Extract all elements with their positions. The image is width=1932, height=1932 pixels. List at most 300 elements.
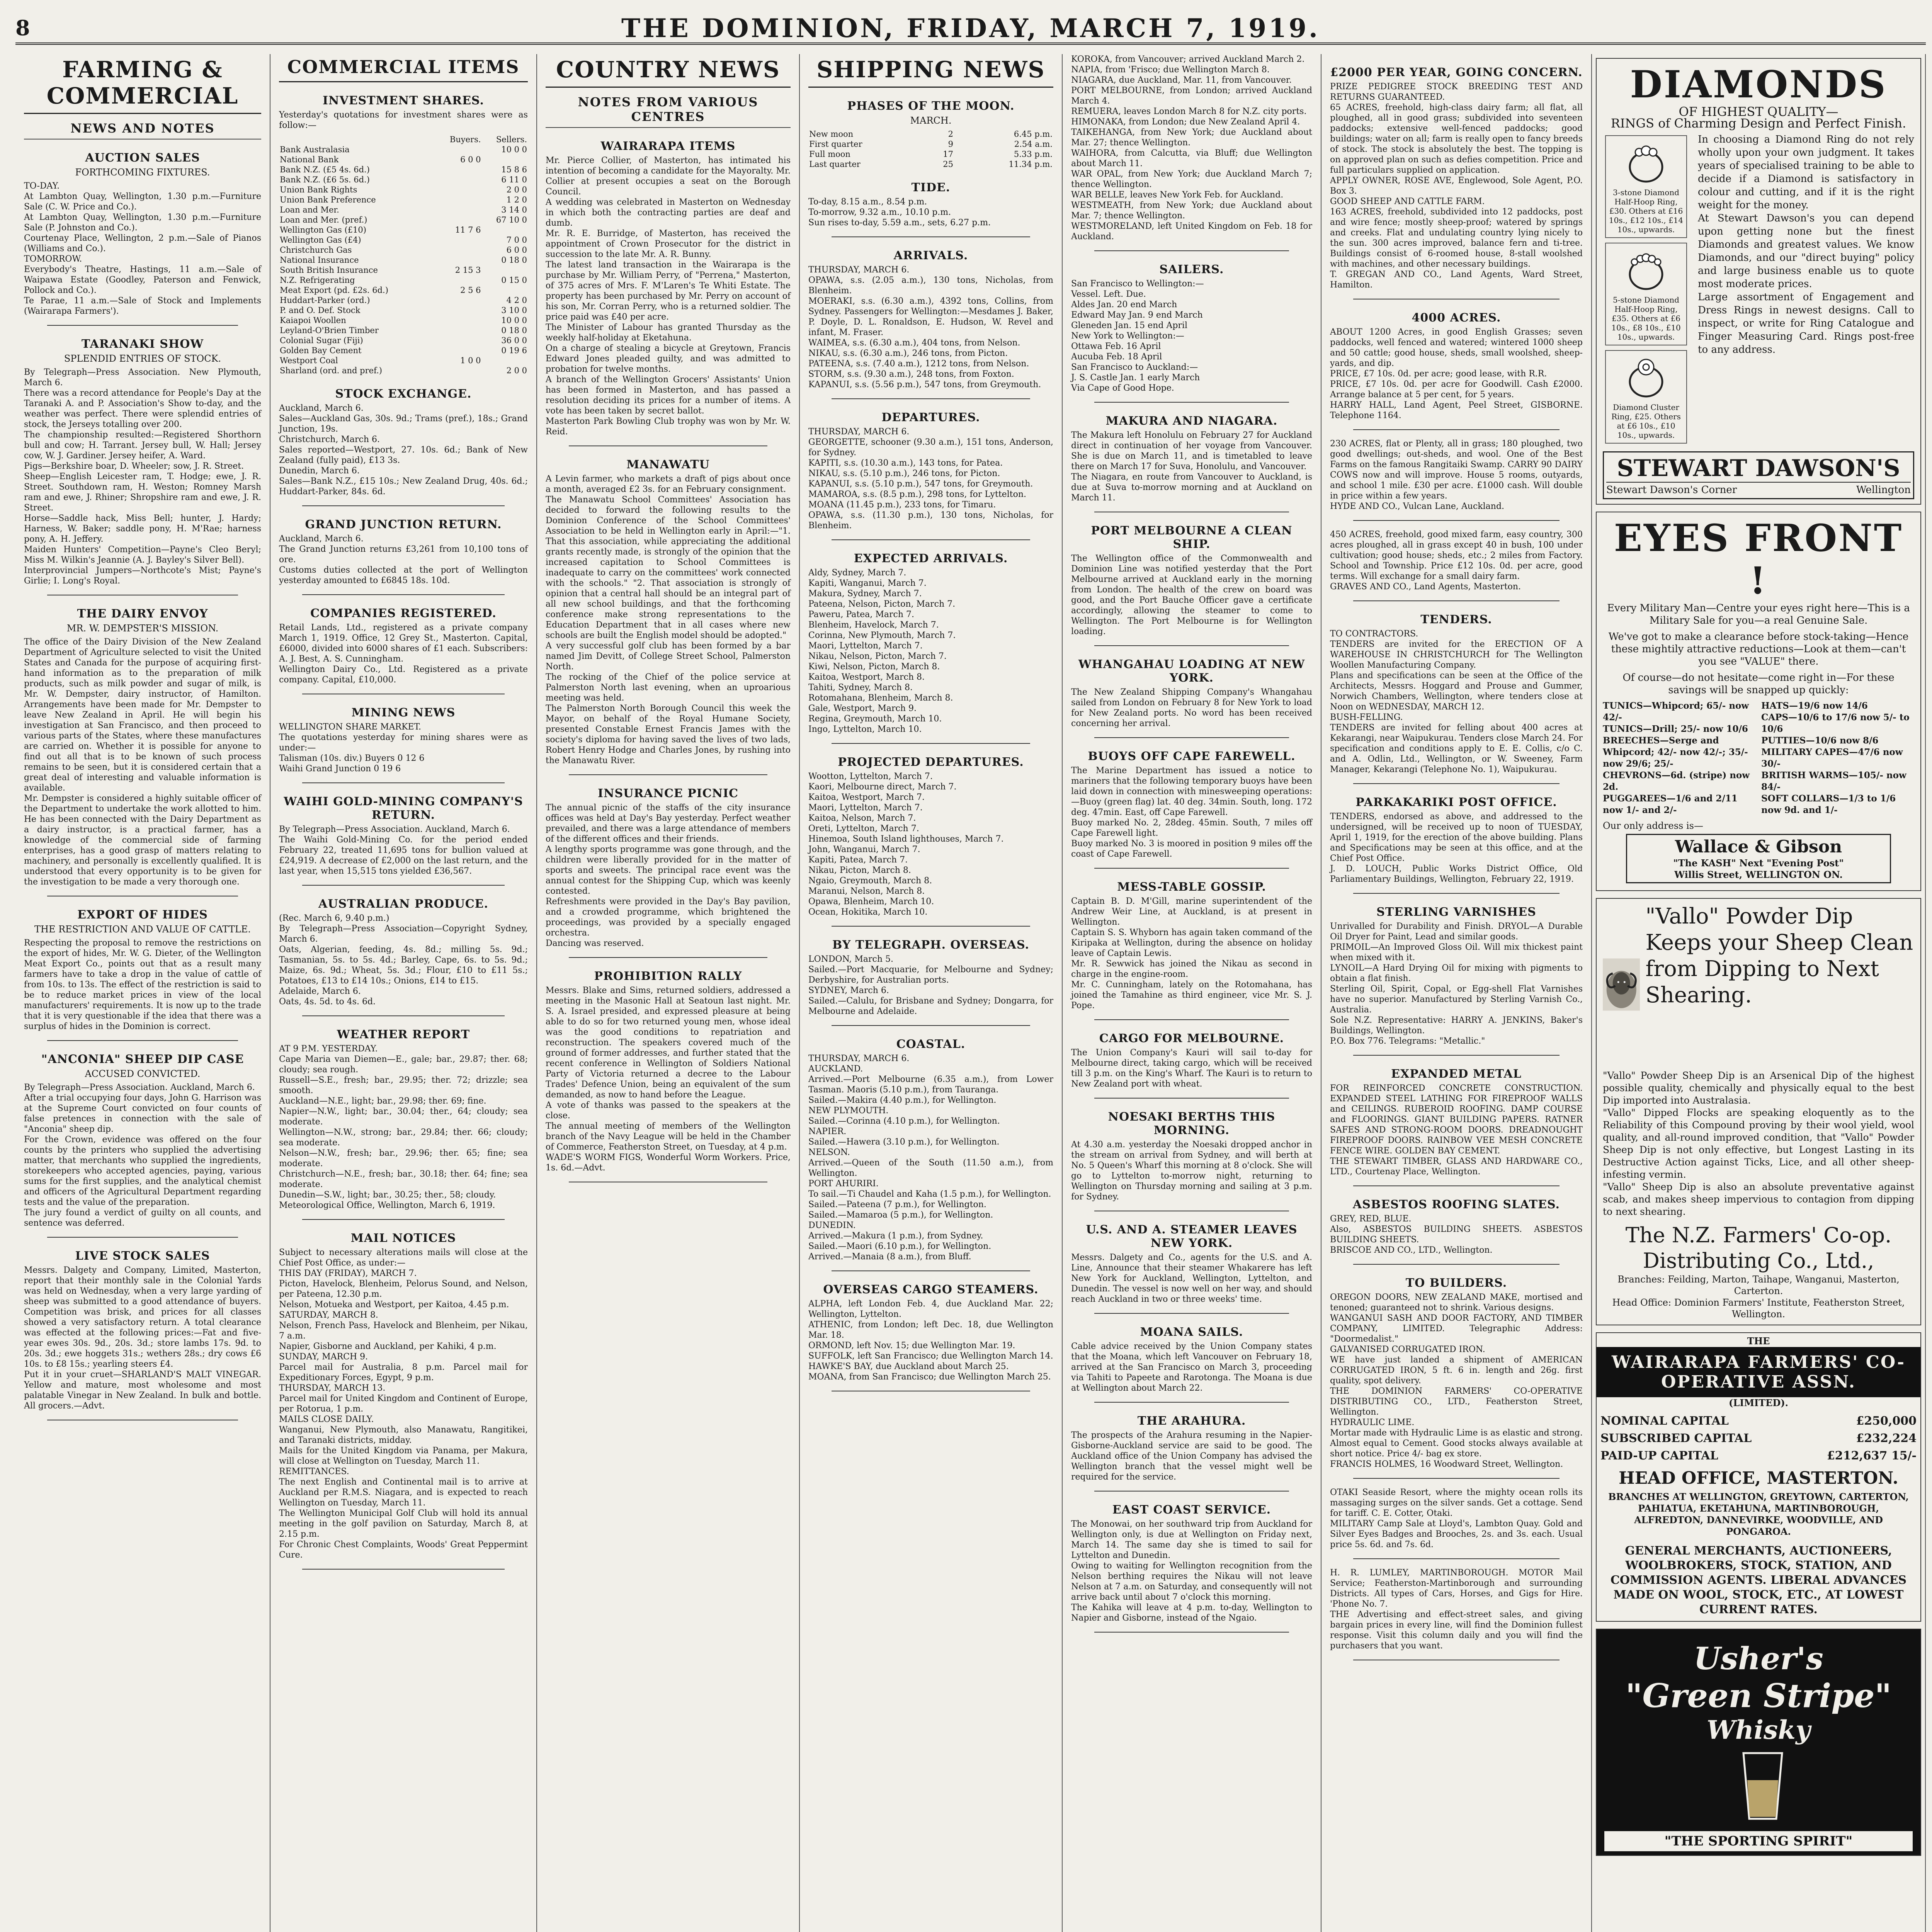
ring-item <box>1605 243 1687 345</box>
price-item: HATS—19/6 now 14/6 <box>1761 701 1868 711</box>
company-name: The N.Z. Farmers' Co-op. Distributing Co., Ltd., <box>1625 1223 1892 1273</box>
article-title: COASTAL. <box>896 1037 966 1051</box>
table-cell: First quarter <box>809 139 862 149</box>
table-cell <box>435 275 481 285</box>
divider <box>1353 520 1560 521</box>
article-title: MAKURA AND NIAGARA. <box>1105 414 1278 428</box>
article-text: OREGON DOORS, NEW ZEALAND MAKE, mortised and tenoned; guaranteed not to shrink. Various designs. WANGANUI SASH AND DOOR FACTORY, AND TIMBER COMPANY, LIMITED. Telegraphic Address: "Doormedalist." GALVANISED CORRUGATED IRON. WE have just landed a shipment of AMERICAN CORRUGATED IRON, 5 ft. 6 in. length and 26g. first quality, spot delivery. THE DOMINION FARMERS' CO-OPERATIVE DISTRIBUTING CO., LTD., Featherston Street, Wellington. HYDRAULIC LIME. Mortar made with Hydraulic Lime is as elastic and strong. Almost equal to Cement. Good stocks always available at short notice. Price 4/- bag ex store. FRANCIS HOLMES, 16 Woodward Street, Wellington. <box>1330 1293 1583 1469</box>
table-row <box>279 295 528 305</box>
divider <box>1094 250 1289 251</box>
article-title: WAIRARAPA ITEMS <box>600 139 736 153</box>
price-item: TUNICS—Whipcord; 65/- now 42/- <box>1603 701 1749 723</box>
table-row <box>279 225 528 235</box>
article <box>1071 750 1312 869</box>
article-subtitle: FORTHCOMING FIXTURES. <box>75 167 210 178</box>
table-row <box>279 185 528 195</box>
article-title: AUSTRALIAN PRODUCE. <box>318 897 488 911</box>
article <box>279 795 528 886</box>
article-text: THURSDAY, MARCH 6. OPAWA, s.s. (2.05 a.m.), 130 tons, Nicholas, from Blenheim. MOERAKI, s.s. (6.30 a.m.), 4392 tons, Collins, from Sydney. Passengers for Wellington:—Mesdames J. Baker, P. Doyle, D. L. Ronaldson, E. Hudson, W. Revel and infant, M. Fraser. WAIMEA, s.s. (6.30 a.m.), 404 tons, from Nelson. NIKAU, s.s. (6.30 a.m.), 246 tons, from Picton. PATEENA, s.s. (7.40 a.m.), 1212 tons, from Nelson. STORM, s.s. (9.30 a.m.), 248 tons, from Foxton. KAPANUI, s.s. (5.56 p.m.), 547 tons, from Greymouth. <box>808 265 1053 389</box>
article <box>24 151 261 326</box>
article-text: Respecting the proposal to remove the restrictions on the export of hides, Mr. W. G. Dieter, of the Wellington Meat Export Co., points out that as a result many farmers have to take a drop in the value of cattle of from 10s. to 13s. The effect of the restriction is said to be to reduce market prices in view of the local manufacturers' requirements. It is now up to the trade that it is very questionable if the idea that there was a surplus of hides in the Dominion is correct. <box>24 938 261 1031</box>
table-row <box>808 139 1053 149</box>
article-text: Auckland, March 6. The Grand Junction returns £3,261 from 10,100 tons of ore. Customs duties collected at the port of Wellington yesterday amounted to £6845 18s. 10d. <box>279 534 528 585</box>
divider <box>47 1040 238 1041</box>
article-title: PROJECTED DEPARTURES. <box>838 755 1024 769</box>
newspaper-title: THE DOMINION, FRIDAY, MARCH 7, 1919. <box>621 13 1320 43</box>
price-list-right <box>1761 700 1914 816</box>
article-text: FOR REINFORCED CONCRETE CONSTRUCTION. EXPANDED STEEL LATHING FOR FIREPROOF WALLS and CEILINGS. RUBEROID ROOFING. DAMP COURSE and FLOORINGS. GIANT BUILDING PAPERS. RATNER SAFES AND STRONG-ROOM DOORS. DREADNOUGHT FIREPROOF DOORS. RAINBOW VEE MESH CONCRETE FENCE WIRE. GOLDEN BAY CEMENT. THE STEWART TIMBER, GLASS AND HARDWARE CO., LTD., Courtenay Place, Wellington. <box>1330 1083 1583 1177</box>
services-text: GENERAL MERCHANTS, AUCTIONEERS, WOOLBROKERS, STOCK, STATION, AND COMMISSION AGENTS. LIBERAL ADVANCES MADE ON WOOL, STOCK, ETC., AT LOWEST CURRENT RATES. <box>1610 1544 1907 1616</box>
table-cell: Wellington Gas (£10) <box>280 225 366 235</box>
article-text: A Levin farmer, who markets a draft of pigs about once a month, averaged £2 3s. for an February consignment. The Manawatu School Committees' Association has decided to forward the following results to the Dominion Conference of the School Committees' Association to be held in Wellington early in April:—"1. That this association, while appreciating the additional grants recently made, is strongly of the opinion that the increased capitation to School Committees is inadequate to carry on the committees' work connected with the schools." "2. That association is strongly of opinion that a central hall should be an integral part of all new school buildings, and that the forthcoming conference make strong representations to the Education Department that in all cases where new schools are built the English model should be adopted." A very successful golf club has been formed by a bar named Jim Devitt, of College Street School, Palmerston North. The rocking of the Chief of the police service at Palmerston North last evening, when an uproarious meeting was held. The Palmerston North Borough Council this week the Mayor, on behalf of the Royal Humane Society, presented Constable Ernest Francis James with the society's diploma for having saved the lives of two lads, Robert Henry Hodge and Charles Jones, by rushing into the Manawatu River. <box>546 474 791 765</box>
article <box>1071 658 1312 738</box>
article-text: Mr. Pierce Collier, of Masterton, has intimated his intention of becoming a candidate for the Mayoralty. Mr. Collier at present occupies a seat on the Borough Council. A wedding was celebrated in Masterton on Wednesday in which both the contracting parties are deaf and dumb. Mr. R. E. Burridge, of Masterton, has received the appointment of Crown Prosecutor for the district in succession to the late Mr. A. R. Bunny. The latest land transaction in the Wairarapa is the purchase by Mr. William Perry, of "Perrena," Masterton, of 375 acres of Mrs. F. M'Laren's Te Whiti Estate. The property has been purchased by Mr. Perry on account of his son, Mr. Corran Perry, who is a returned soldier. The price paid was £40 per acre. The Minister of Labour has granted Thursday as the weekly half-holiday at Eketahuna. On a charge of stealing a bicycle at Greytown, Francis Edward Jones pleaded guilty, and was admitted to probation for twelve months. A branch of the Wellington Grocers' Assistants' Union has been formed in Masterton, and has passed a resolution deciding its prices for a number of items. A vote has been taken by secret ballot. Masterton Park Bowling Club trophy was won by Mr. W. Reid. <box>546 156 791 437</box>
table-cell <box>435 205 481 215</box>
article-text: The Wellington office of the Commonwealth and Dominion Line was notified yesterday that the Port Melbourne arrived at Auckland early in the morning from London. The health of the crew on board was good, and the Port Bauche Officer gave a certificate accordingly, allowing the steamer to come to Wellington. The Port Melbourne is for Wellington loading. <box>1071 554 1312 636</box>
article-list <box>546 139 791 1182</box>
article-text: The prospects of the Arahura resuming in the Napier-Gisborne-Auckland service are said to be good. The Auckland office of the Union Company has advised the Wellington branch that the vessel might well be required for the service. <box>1071 1430 1312 1482</box>
article <box>24 337 261 595</box>
table-cell: 25 <box>943 160 953 169</box>
article <box>808 1283 1053 1391</box>
column-farming <box>15 54 270 1932</box>
article-text: TENDERS, endorsed as above, and addressed to the undersigned, will be received up to noon of TUESDAY, April 1, 1919, for the erection of the above building. Plans and Specifications may be seen at this office, and at the Chief Post Office. J. D. LOUCH, Public Works District Office, Old Parliamentary Buildings, Wellington, February 22, 1919. <box>1330 812 1583 884</box>
table-cell: PAID-UP CAPITAL <box>1600 1449 1718 1463</box>
article-text: Auckland, March 6. Sales—Auckland Gas, 30s. 9d.; Trams (pref.), 18s.; Grand Junction, 19s. Christchurch, March 6. Sales reported—Westport, 27. 10s. 6d.; Bank of New Zealand (fully paid), £13 3s. Dunedin, March 6. Sales—Bank N.Z., £15 10s.; New Zealand Drug, 40s. 6d.; Huddart-Parker, 84s. 6d. <box>279 403 528 497</box>
table-cell: Golden Bay Cement <box>280 346 362 355</box>
table-cell: 17 <box>943 150 953 159</box>
article-title: NOESAKI BERTHS THIS MORNING. <box>1108 1110 1276 1137</box>
divider <box>1353 1264 1560 1265</box>
diamond-ring-icon <box>1623 247 1669 293</box>
table-row <box>279 285 528 295</box>
table-row <box>279 315 528 325</box>
table-cell: 0 15 0 <box>501 276 527 285</box>
divider <box>302 782 505 783</box>
ad-body-text: We've got to make a clearance before stock-taking—Hence these mightily attractive reductions—Look at them—can't you see "VALUE" there. <box>1608 631 1909 667</box>
article-text: Messrs. Dalgety and Company, Limited, Masterton, report that their monthly sale in the Colonial Yards was held on Wednesday, when a very large yarding of sheep was submitted to a good attendance of buyers. Competition was brisk, and prices for all classes showed a very satisfactory return. A total clearance was effected at the following prices:—Fat and five-year ewes 30s. 9d., 20s. 3d.; store lambs 17s. 9d. to 20s. 3d.; ewe hoggets 31s.; wethers 28s.; dry cows £6 10s. to £8 15s.; yearling steers £4. Put it in your cruet—SHARLAND'S MALT VINEGAR. Yellow and mature, most wholesome and most palatable Vinegar in New Zealand. In bulk and bottle. All grocers.—Advt. <box>24 1265 261 1411</box>
article-title: WAIHI GOLD-MINING COMPANY'S RETURN. <box>284 795 523 822</box>
divider <box>1094 1019 1289 1020</box>
column-country-news <box>537 54 800 1932</box>
table-row <box>279 305 528 315</box>
article <box>1330 613 1583 784</box>
article <box>808 755 1053 927</box>
table-cell: 6 11 0 <box>501 175 527 184</box>
article-title: ASBESTOS ROOFING SLATES. <box>1352 1198 1560 1211</box>
column-advertisements <box>1592 54 1926 1932</box>
divider <box>1094 1313 1289 1314</box>
divider <box>832 398 1030 399</box>
section-subheading: NOTES FROM VARIOUS CENTRES <box>546 92 791 128</box>
article <box>1330 529 1583 601</box>
ring-caption: Diamond Cluster Ring, £25. Others at £6 10s., £10 10s., upwards. <box>1611 403 1681 440</box>
diamonds-advertisement <box>1596 58 1921 505</box>
article-text: 450 ACRES, freehold, good mixed farm, easy country, 300 acres ploughed, all in grass except 40 in bush, 100 under cultivation; good house; sheds, etc.; 2 miles from Factory. School and Township. Price £12 10s. 0d. per acre, good terms. Will exchange for a small dairy farm. GRAVES AND CO., Land Agents, Masterton. <box>1330 530 1583 592</box>
ad-the: THE <box>1747 1335 1770 1347</box>
article <box>1071 524 1312 646</box>
table-cell <box>435 165 481 175</box>
article-title: DEPARTURES. <box>881 411 980 424</box>
table-cell <box>435 245 481 255</box>
article-text: Retail Lands, Ltd., registered as a private company March 1, 1919. Office, 12 Grey St., Masterton. Capital, £6000, divided into 6000 shares of £1 each. Subscribers: A. J. Best, A. S. Cunningham. Wellington Dairy Co., Ltd. Registered as a private company. Capital, £10,000. <box>279 623 528 685</box>
divider <box>1353 783 1560 784</box>
divider <box>832 1025 1030 1026</box>
table-row <box>279 265 528 275</box>
price-item: SOFT COLLARS—1/3 to 1/6 now 9d. and 1/- <box>1761 793 1896 815</box>
article-text: Subject to necessary alterations mails will close at the Chief Post Office, as under:— THIS DAY (FRIDAY), MARCH 7. Picton, Havelock, Blenheim, Pelorus Sound, and Nelson, per Pateena, 12.30 p.m. Nelson, Motueka and Westport, per Kaitoa, 4.45 p.m. SATURDAY, MARCH 8. Nelson, French Pass, Havelock and Blenheim, per Nikau, 7 a.m. Napier, Gisborne and Auckland, per Kahiki, 4 p.m. SUNDAY, MARCH 9. Parcel mail for Australia, 8 p.m. Parcel mail for Expeditionary Forces, Egypt, 9 p.m. THURSDAY, MARCH 13. Parcel mail for United Kingdom and Continent of Europe, per Rotorua, 1 p.m. MAILS CLOSE DAILY. Wanganui, New Plymouth, also Manawatu, Rangitikei, and Taranaki districts, midday. Mails for the United Kingdom via Panama, per Makura, will close at Wellington on Tuesday, March 11. REMITTANCES. The next English and Continental mail is to arrive at Auckland per R.M.S. Niagara, and is expected to reach Wellington on Tuesday, March 11. The Wellington Municipal Golf Club will hold its annual meeting in the golf pavilion on Saturday, March 8, at 2.15 p.m. For Chronic Chest Complaints, Woods' Great Peppermint Cure. <box>279 1248 528 1560</box>
ring-caption: 3-stone Diamond Half-Hoop Ring, £30. Others at £16 10s., £12 10s., £14 10s., upwards. <box>1609 188 1684 234</box>
shop-box <box>1626 834 1891 883</box>
article <box>1071 414 1312 512</box>
divider <box>1094 402 1289 403</box>
table-cell <box>482 225 528 235</box>
article-title: TIDE. <box>911 181 951 194</box>
article <box>1071 880 1312 1020</box>
article-subtitle: MARCH. <box>910 115 952 126</box>
ad-tagline: RINGS of Charming Design and Perfect Finish. <box>1611 116 1906 131</box>
article-title: £2000 PER YEAR, GOING CONCERN. <box>1330 66 1583 79</box>
article-text: AT 9 P.M. YESTERDAY. Cape Maria van Diemen—E., gale; bar., 29.87; ther. 68; cloudy; sea rough. Russell—S.E., fresh; bar., 29.95; ther. 72; drizzle; sea smooth. Auckland—N.E., light; bar., 29.98; ther. 69; fine. Napier—N.W., light; bar., 30.04; ther., 64; cloudy; sea moderate. Wellington—N.W., strong; bar., 29.84; ther. 66; cloudy; sea moderate. Nelson—N.W., fresh; bar., 29.96; ther. 65; fine; sea moderate. Christchurch—N.E., fresh; bar., 30.18; ther. 64; fine; sea moderate. Dunedin—S.W., light; bar., 30.25; ther., 58; cloudy. Meteorological Office, Wellington, March 6, 1919. <box>279 1044 528 1210</box>
brand-address: Stewart Dawson's Corner <box>1606 484 1737 496</box>
article <box>279 387 528 506</box>
table-cell: 0 18 0 <box>501 326 527 335</box>
table-cell: 10 0 0 <box>501 316 527 325</box>
article-title: WEATHER REPORT <box>337 1028 470 1041</box>
article-text: By Telegraph—Press Association. New Plymouth, March 6. There was a record attendance for People's Day at the Taranaki A. and P. Association's Show to-day, and the weather was perfect. There were splendid entries of stock, the Jerseys totalling over 200. The championship resulted:—Registered Shorthorn bull and cow; H. Tarrant. Jersey bull, W. Hall; Jersey cow, W. J. Gardiner. Jersey heifer, A. Ward. Pigs—Berkshire boar, D. Wheeler; sow, J. R. Street. Sheep—English Leicester ram, T. Hodge; ewe, J. R. Street. Southdown ram, H. Weston; Romney Marsh ram and ewe, J. Rhiner; Shropshire ram and ewe, J. R. Street. Horse—Saddle hack, Miss Bell; hunter, J. Hardy; Harness, W. Baker; saddle pony, H. M'Rae; harness pony, A. H. Jeffery. Maiden Hunters' Competition—Payne's Cleo Beryl; Miss M. Wilkin's Jeannie (A. J. Bayley's Silver Bell). Interprovincial Jumpers—Northcote's Mist; Payne's Girlie; I. Long's Royal. <box>24 367 261 586</box>
table-cell: N.Z. Refrigerating <box>280 276 355 285</box>
article-text: H. R. LUMLEY, MARTINBOROUGH. MOTOR Mail Service; Featherston-Martinborough and surrounding Districts. All types of Cars, Horses, and Gigs for Hire. 'Phone No. 7. THE Advertising and effect-street sales, and giving bargain prices in every line, will find the Dominion fullest response. Visit this column daily and you will find the purchasers that you want. <box>1330 1568 1583 1651</box>
table-cell: 3 14 0 <box>501 205 527 214</box>
article <box>1330 905 1583 1056</box>
article-subtitle: MR. W. DEMPSTER'S MISSION. <box>66 623 219 634</box>
divider <box>302 1015 505 1016</box>
divider <box>302 1569 505 1570</box>
article-text: GREY, RED, BLUE. Also, ASBESTOS BUILDING SHEETS. ASBESTOS BUILDING SHEETS. BRISCOE AND CO., LTD., Wellington. <box>1330 1214 1583 1255</box>
table-cell: Leyland-O'Brien Timber <box>280 326 379 335</box>
article <box>546 969 791 1182</box>
section-heading: FARMING & COMMERCIAL <box>24 54 261 114</box>
table-row <box>279 165 528 175</box>
article-title: 4000 ACRES. <box>1412 311 1501 325</box>
article-text: By Telegraph—Press Association. Auckland, March 6. After a trial occupying four days, John G. Harrison was at the Supreme Court convicted on four counts of false pretences in connection with the sale of "Anconia" sheep dip. For the Crown, evidence was offered on the four counts by the printers who supplied the advertising matter, that merchants who supplied the ingredients, storekeepers who accepted agencies, paying, various sums for the first supplies, and the analytical chemist and officers of the Agricultural Department regarding tests and the value of the preparation. The jury found a verdict of guilty on all counts, and sentence was deferred. <box>24 1083 261 1228</box>
article-subtitle: THE RESTRICTION AND VALUE OF CATTLE. <box>34 924 251 935</box>
article-title: THE ARAHURA. <box>1137 1414 1246 1428</box>
ad-limited: (LIMITED). <box>1729 1397 1788 1408</box>
table-cell <box>482 355 528 366</box>
product-kind: Whisky <box>1706 1715 1811 1745</box>
table-row <box>279 335 528 345</box>
article-title: GRAND JUNCTION RETURN. <box>305 518 502 531</box>
table-cell <box>435 295 481 305</box>
ad-body-text: "Vallo" Powder Sheep Dip is an Arsenical Dip of the highest possible quality, chemically and physically equal to the best Dip imported into Australasia. "Vallo" Dipped Flocks are speaking eloquently as to the Reliability of this Compound proving by their wool yield, wool quality, and all-round improved condition, that "Vallo" Powder Sheep Dip is not only effective, but Longest Lasting in its Destructive Action against Ticks, Lice, and all other sheep-infesting vermin. "Vallo" Sheep Dip is also an absolute preventative against scab, and makes sheep impervious to contagion from dipping to next shearing. <box>1603 1070 1914 1217</box>
table-cell <box>435 175 481 185</box>
table-header-row <box>279 134 528 145</box>
article-text: The Marine Department has issued a notice to mariners that the following temporary buoys have been laid down in connection with minesweeping operations:—Buoy (green flag) lat. 40 deg. 34min. South, long. 172 deg. 47min. East, off Cape Farewell. Buoy marked No. 2, 28deg. 45min. South, 7 miles off Cape Farewell light. Buoy marked No. 3 is moored in position 9 miles off the coast of Cape Farewell. <box>1071 766 1313 859</box>
table-row <box>279 195 528 205</box>
table-row <box>279 205 528 215</box>
article-text: THURSDAY, MARCH 6. GEORGETTE, schooner (9.30 a.m.), 151 tons, Anderson, for Sydney. KAPITI, s.s. (10.30 a.m.), 143 tons, for Patea. NIKAU, s.s. (5.10 p.m.), 246 tons, for Picton. KAPANUI, s.s. (5.10 p.m.), 547 tons, for Greymouth. MAMAROA, s.s. (8.5 p.m.), 298 tons, for Lyttelton. MOANA (11.45 p.m.), 233 tons, for Timaru. OPAWA, s.s. (11.30 p.m.), 130 tons, Nicholas, for Blenheim. <box>808 427 1053 531</box>
table-cell: Union Bank Preference <box>280 195 376 204</box>
table-cell: Bank N.Z. (£6 5s. 6d.) <box>280 175 370 184</box>
table-header: Sellers. <box>496 135 527 144</box>
table-cell: 4 2 0 <box>506 296 527 305</box>
article-text: The New Zealand Shipping Company's Whangahau sailed from London on February 8 for New York to load for New Zealand ports. No word has been received concerning her arrival. <box>1071 687 1312 728</box>
article <box>1330 1067 1583 1186</box>
table-cell: 2 5 6 <box>460 286 481 295</box>
divider <box>832 539 1030 540</box>
column-classifieds <box>1321 54 1592 1932</box>
article-title: ARRIVALS. <box>893 249 968 262</box>
table-cell: NOMINAL CAPITAL <box>1600 1414 1729 1428</box>
article-text: ALPHA, left London Feb. 4, due Auckland Mar. 22; Wellington, Lyttelton. ATHENIC, from London; left Dec. 18, due Wellington Mar. 18. ORMOND, left Nov. 15; due Wellington Mar. 19. SUFFOLK, left San Francisco; due Wellington March 14. HAWKE'S BAY, due Auckland about March 25. MOANA, from San Francisco; due Wellington March 25. <box>808 1299 1053 1382</box>
article-title: PORT MELBOURNE A CLEAN SHIP. <box>1091 524 1293 551</box>
article <box>546 787 791 958</box>
table-cell <box>435 255 481 265</box>
article <box>1071 1414 1312 1492</box>
article-text: San Francisco to Wellington:— Vessel. Left. Due. Aldes Jan. 20 end March Edward May Jan. 9 end March Gleneden Jan. 15 end April New York to Wellington:— Ottawa Feb. 16 April Aucuba Feb. 18 April San Francisco to Auckland:— J. S. Castle Jan. 1 early March Via Cape of Good Hope. <box>1071 279 1204 393</box>
shop-tagline: "The KASH" Next "Evening Post" <box>1673 857 1844 869</box>
divider <box>1094 737 1289 738</box>
divider <box>302 1219 505 1220</box>
divider <box>1094 1491 1289 1492</box>
table-row <box>1597 1413 1920 1429</box>
article <box>1330 311 1583 430</box>
table-cell: 3 10 0 <box>501 306 527 315</box>
table-cell: Meat Export (pd. £2s. 6d.) <box>280 286 388 295</box>
article-title: AUCTION SALES <box>85 151 200 165</box>
table-row <box>279 275 528 285</box>
article-text: Aldy, Sydney, March 7. Kapiti, Wanganui, March 7. Makura, Sydney, March 7. Pateena, Nelson, Picton, March 7. Paweru, Patea, March 7. Blenheim, Havelock, March 7. Corinna, New Plymouth, March 7. Maori, Lyttelton, March 7. Nikau, Nelson, Picton, March 7. Kiwi, Nelson, Picton, March 8. Kaitoa, Westport, March 8. Tahiti, Sydney, March 8. Rotomahana, Blenheim, March 8. Gale, Westport, March 9. Regina, Greymouth, March 10. Ingo, Lyttelton, March 10. <box>808 568 956 734</box>
divider <box>1353 893 1560 894</box>
table-cell <box>482 285 528 295</box>
article <box>279 1028 528 1220</box>
article-list <box>279 387 528 1570</box>
article <box>1071 1032 1312 1099</box>
table-cell <box>482 265 528 275</box>
divider <box>1353 1185 1560 1186</box>
table-cell: Full moon <box>809 150 850 159</box>
article <box>279 607 528 694</box>
divider <box>1094 1098 1289 1099</box>
ad-headline: "Vallo" Powder Dip Keeps your Sheep Clean from Dipping to Next Shearing. <box>1645 904 1913 1008</box>
ad-headline: DIAMONDS <box>1630 63 1887 106</box>
table-cell: SUBSCRIBED CAPITAL <box>1600 1432 1752 1445</box>
ad-body-text: In choosing a Diamond Ring do not rely wholly upon your own judgment. It takes years of specialised training to be able to decide if a Diamond is satisfactory in colour and cutting, and if it is the right weight for the money. At Stewart Dawson's you can depend upon getting none but the finest Diamonds and greatest values. We know Diamonds, and our "direct buying" policy and large business enable us to quote most moderate prices. Large assortment of Engagement and Dress Rings in newest designs. Call to inspect, or write for Ring Catalogue and Finger Measuring Card. Rings post-free to any address. <box>1698 134 1914 355</box>
divider <box>569 957 767 958</box>
table-cell: 0 19 6 <box>501 346 527 355</box>
divider <box>1094 645 1289 646</box>
table-cell: South British Insurance <box>280 265 378 275</box>
article-list <box>24 151 261 1420</box>
article-text: LONDON, March 5. Sailed.—Port Macquarie, for Melbourne and Sydney; Derbyshire, for Australian ports. SYDNEY, March 6. Sailed.—Calulu, for Brisbane and Sydney; Dongarra, for Melbourne and Adelaide. <box>808 954 1053 1016</box>
table-cell: 6 0 0 <box>460 155 481 164</box>
price-item: PUGGAREES—1/6 and 2/11 now 1/- and 2/- <box>1603 793 1738 815</box>
divider <box>302 505 505 506</box>
article-text: Wootton, Lyttelton, March 7. Kaori, Melbourne direct, March 7. Kaitoa, Westport, March 7. Maori, Lyttelton, March 7. Kaitoa, Nelson, March 7. Oreti, Lyttelton, March 7. Hinemoa, South Island lighthouses, March 7. John, Wanganui, March 7. Kapiti, Patea, March 7. Nikau, Picton, March 8. Ngaio, Greymouth, March 8. Maranui, Nelson, March 8. Opawa, Blenheim, March 10. Ocean, Hokitika, March 10. <box>808 772 1004 917</box>
divider <box>1094 1632 1289 1633</box>
ad-headline: WAIRARAPA FARMERS' CO-OPERATIVE ASSN. <box>1597 1347 1920 1397</box>
brand-name: STEWART DAWSON'S <box>1617 455 1900 482</box>
column-commercial <box>270 54 537 1932</box>
article-subtitle: SPLENDID ENTRIES OF STOCK. <box>64 353 221 364</box>
company-branches: Branches: Feilding, Marton, Taihape, Wanganui, Masterton, Carterton. <box>1617 1274 1900 1296</box>
section-subheading: NEWS AND NOTES <box>24 118 261 139</box>
divider <box>47 1237 238 1238</box>
article-text: Unrivalled for Durability and Finish. DRYOL—A Durable Oil Dryer for Paint, Lead and similar goods. PRIMOIL—An Improved Gloss Oil. Will mix thickest paint when mixed with it. LYNOIL—A Hard Drying Oil for mixing with pigments to obtain a flat finish. Sterling Oil, Spirit, Copal, or Egg-shell Flat Varnishes have no superior. Manufactured by Sterling Varnish Co., Australia. Sole N.Z. Representative: HARRY A. JENKINS, Baker's Buildings, Wellington. P.O. Box 776. Telegrams: "Metallic." <box>1330 922 1583 1046</box>
table-cell: 67 10 0 <box>496 215 527 224</box>
table-cell <box>435 215 481 225</box>
article-text: PRIZE PEDIGREE STOCK BREEDING TEST AND RETURNS GUARANTEED. 65 ACRES, freehold, high-class dairy farm; all flat, all ploughed, all in good grass; subdivided into seventeen paddocks; extensive well-fenced paddocks; good buildings; water on all; farm is really open to fancy breeds of stock. The stock is absolutely the best. The topping is on approved plan on such as defies competition. Price and full particulars supplied on application. APPLY OWNER, ROSE AVE, Englewood, Sole Agent, P.O. Box 3. GOOD SHEEP AND CATTLE FARM. 163 ACRES, freehold, subdivided into 12 paddocks, post and wire fence; mostly sheep-proof; watered by springs and creeks. Flat and undulating country lying nicely to the sun. 300 acres improved, balance fern and ti-tree. Buildings consist of 6-roomed house, 8-stall woolshed with machines, and other necessary buildings. T. GREGAN AND CO., Land Agents, Ward Street, Hamilton. <box>1330 82 1583 290</box>
article-title: TENDERS. <box>1420 613 1492 626</box>
branches-list: BRANCHES AT WELLINGTON, GREYTOWN, CARTERTON, PAHIATUA, EKETAHUNA, MARTINBOROUGH, ALFREDTON, DANNEVIRKE, WOODVILLE, AND PONGAROA. <box>1608 1491 1909 1537</box>
table-cell: Bank N.Z. (£5 4s. 6d.) <box>280 165 370 174</box>
table-cell: 6 0 0 <box>506 245 527 255</box>
diamond-ring-icon <box>1623 139 1669 185</box>
divider <box>1353 600 1560 601</box>
table-row <box>1597 1430 1920 1447</box>
table-cell: Huddart-Parker (ord.) <box>280 296 370 305</box>
article <box>1330 1198 1583 1265</box>
article-title: BUOYS OFF CAPE FAREWELL. <box>1088 750 1296 763</box>
article <box>279 897 528 1016</box>
table-cell: 2 0 0 <box>506 185 527 194</box>
article <box>808 181 1053 237</box>
table-cell: Wellington Gas (£4) <box>280 235 361 245</box>
divider <box>1353 1478 1560 1479</box>
table-cell: Kaiapoi Woollen <box>280 316 346 325</box>
table-cell: £250,000 <box>1856 1414 1917 1428</box>
table-cell: £212,637 15/- <box>1827 1449 1917 1463</box>
table-cell: 10 0 0 <box>501 145 527 154</box>
table-cell: Loan and Mer. (pref.) <box>280 215 367 224</box>
table-cell <box>435 366 481 376</box>
price-item: PUTTIES—10/6 now 8/6 <box>1761 735 1879 746</box>
article <box>1071 1223 1312 1314</box>
article <box>546 458 791 775</box>
brand-box <box>1603 451 1914 499</box>
divider <box>302 885 505 886</box>
divider <box>1094 868 1289 869</box>
table-cell: 9 <box>948 139 953 149</box>
shares-table <box>279 134 528 376</box>
table-cell: 2.54 a.m. <box>1014 139 1053 149</box>
table-cell: Loan and Mer. <box>280 205 339 214</box>
table-cell: 15 8 6 <box>501 165 527 174</box>
ring-illustrations <box>1603 133 1692 446</box>
table-row <box>279 235 528 245</box>
table-row <box>279 345 528 355</box>
column-shipping-continued <box>1063 54 1321 1932</box>
article <box>1330 1568 1583 1660</box>
ad-headline: EYES FRONT ! <box>1614 516 1903 602</box>
brand-name: Usher's <box>1694 1640 1823 1677</box>
article-subtitle: ACCUSED CONVICTED. <box>85 1068 201 1079</box>
article-title: PARKAKARIKI POST OFFICE. <box>1355 796 1557 809</box>
table-cell: Union Bank Rights <box>280 185 357 194</box>
table-cell <box>482 155 528 165</box>
ring-item <box>1605 350 1687 444</box>
article-text: The Union Company's Kauri will sail to-day for Melbourne direct, taking cargo, which will be received till 3 p.m. on the King's Wharf. The Kauri is to return to New Zealand port with wheat. <box>1071 1048 1312 1089</box>
product-name: "Green Stripe" <box>1625 1677 1892 1715</box>
table-cell: National Insurance <box>280 255 359 265</box>
article-text: TO-DAY. At Lambton Quay, Wellington, 1.30 p.m.—Furniture Sale (C. W. Price and Co.). At Lambton Quay, Wellington, 1.30 p.m.—Furniture Sale (P. Johnston and Co.). Courtenay Place, Wellington, 2 p.m.—Sale of Pianos (Williams and Co.). TOMORROW. Everybody's Theatre, Hastings, 11 a.m.—Sale of Waipawa Estate (Goodley, Paterson and Fenwick, Pollock and Co.). Te Parae, 11 a.m.—Sale of Stock and Implements (Wairarapa Farmers'). <box>24 181 261 316</box>
table-cell: Colonial Sugar (Fiji) <box>280 336 363 345</box>
article-title: WHANGAHAU LOADING AT NEW YORK. <box>1078 658 1305 685</box>
divider <box>1353 1055 1560 1056</box>
table-cell: Westport Coal <box>280 356 338 365</box>
company-head-office: Head Office: Dominion Farmers' Institute, Featherston Street, Wellington. <box>1612 1297 1905 1320</box>
table-header <box>279 134 435 145</box>
price-item: CHEVRONS—6d. (stripe) now 2d. <box>1603 770 1750 792</box>
price-item: BREECHES—Serge and Whipcord; 42/- now 42/-; 35/- now 29/6; 25/- <box>1603 735 1748 769</box>
article <box>1071 263 1312 403</box>
table-cell <box>435 185 481 195</box>
wairarapa-farmers-advertisement <box>1596 1332 1921 1622</box>
article-title: MINING NEWS <box>351 706 456 719</box>
table-row <box>279 155 528 165</box>
table-row <box>1597 1447 1920 1464</box>
page-number: 8 <box>15 15 30 40</box>
shop-name: Wallace & Gibson <box>1675 837 1842 857</box>
table-row <box>279 325 528 335</box>
article <box>546 139 791 446</box>
table-cell: 36 0 0 <box>501 336 527 345</box>
table-cell: 6.45 p.m. <box>1014 129 1053 139</box>
table-cell: Sharland (ord. and pref.) <box>280 366 382 375</box>
article-text: Yesterday's quotations for investment shares were as follow:— <box>279 110 528 130</box>
article-text: KOROKA, from Vancouver; arrived Auckland March 2. NAPIA, from 'Frisco; due Wellington March 8. NIAGARA, due Auckland, Mar. 11, from Vancouver. PORT MELBOURNE, from London; arrived Auckland March 4. REMUERA, leaves London March 8 for N.Z. city ports. HIMONAKA, from London; due New Zealand April 4. TAIKEHANGA, from New York; due Auckland about Mar. 27; thence Wellington. WAIHORA, from Calcutta, via Bluff; due Wellington about March 11. WAR OPAL, from New York; due Auckland March 7; thence Wellington. WAR BELLE, leaves New York Feb. for Auckland. WESTMEATH, from New York; due Auckland about Mar. 7; thence Wellington. WESTMORELAND, left United Kingdom on Feb. 18 for Auckland. <box>1071 54 1312 242</box>
table-cell <box>435 235 481 245</box>
article <box>279 518 528 595</box>
table-cell: National Bank <box>280 155 339 164</box>
table-cell: 5.33 p.m. <box>1014 150 1053 159</box>
article-title: TARANAKI SHOW <box>81 337 204 351</box>
article-title: CARGO FOR MELBOURNE. <box>1099 1032 1284 1045</box>
table-row <box>279 366 528 376</box>
ring-item <box>1605 135 1687 238</box>
article-list <box>1330 66 1583 1660</box>
article <box>1330 66 1583 299</box>
article-text: The office of the Dairy Division of the New Zealand Department of Agriculture selected to visit the United States and Canada for the purpose of acquiring first-hand information as to the preparation of milk products, such as milk powder and sugar of milk, is Mr. W. Dempster, dairy instructor, of Hamilton. Arrangements have been made for Mr. Dempster to leave New Zealand in April. He will begin his investigation at San Francisco, and then proceed to various parts of the States, where these manufactures are carried on. Whether it is possible for anyone to find out all that is to be known of such process remains to be seen, but it is considered certain that a great deal of interesting and valuable information is available. Mr. Dempster is considered a highly suitable officer of the Department to undertake the work allotted to him. He has been connected with the Dairy Department as a dairy instructor, is a practical farmer, has a knowledge of the commercial side of farming enterprises, has a good grasp of matters relating to machinery, and personally is excellently qualified. It is understood that every opportunity is to be given for the investigation to be made a very thorough one. <box>24 637 261 887</box>
section-heading: SHIPPING NEWS <box>808 54 1053 88</box>
divider <box>1353 429 1560 430</box>
article-title: EXPORT OF HIDES <box>77 908 208 922</box>
table-cell: Bank Australasia <box>280 145 350 154</box>
table-cell: 0 18 0 <box>501 255 527 265</box>
table-row <box>279 145 528 155</box>
brand-city: Wellington <box>1856 484 1911 496</box>
article-text: 230 ACRES, flat or Plenty, all in grass; 180 ploughed, two good dwellings; out-sheds, and wool. One of the Best Farms on the famous Rangitaiki Swamp. CARRY 90 DAIRY COWS now and will improve. House 5 rooms, outyards, and school 1 mile. £30 per acre. £1000 cash. Will double in price within a few years. HYDE AND CO., Vulcan Lane, Auckland. <box>1330 439 1583 511</box>
article <box>808 938 1053 1026</box>
table-cell <box>435 325 481 335</box>
divider <box>832 236 1030 237</box>
ad-footer: "THE SPORTING SPIRIT" <box>1604 1831 1913 1851</box>
ad-footer: Our only address is— <box>1603 820 1703 831</box>
divider <box>832 926 1030 927</box>
article-title: COMPANIES REGISTERED. <box>310 607 497 620</box>
table-row <box>279 215 528 225</box>
table-row <box>279 355 528 366</box>
article <box>808 411 1053 540</box>
head-office: HEAD OFFICE, MASTERTON. <box>1619 1468 1898 1488</box>
vallo-dip-advertisement <box>1596 898 1921 1325</box>
article-title: EAST COAST SERVICE. <box>1112 1503 1271 1517</box>
divider <box>569 774 767 775</box>
article <box>1071 1503 1312 1633</box>
table-cell: 11 7 6 <box>455 225 481 235</box>
article-title: PHASES OF THE MOON. <box>847 99 1015 113</box>
